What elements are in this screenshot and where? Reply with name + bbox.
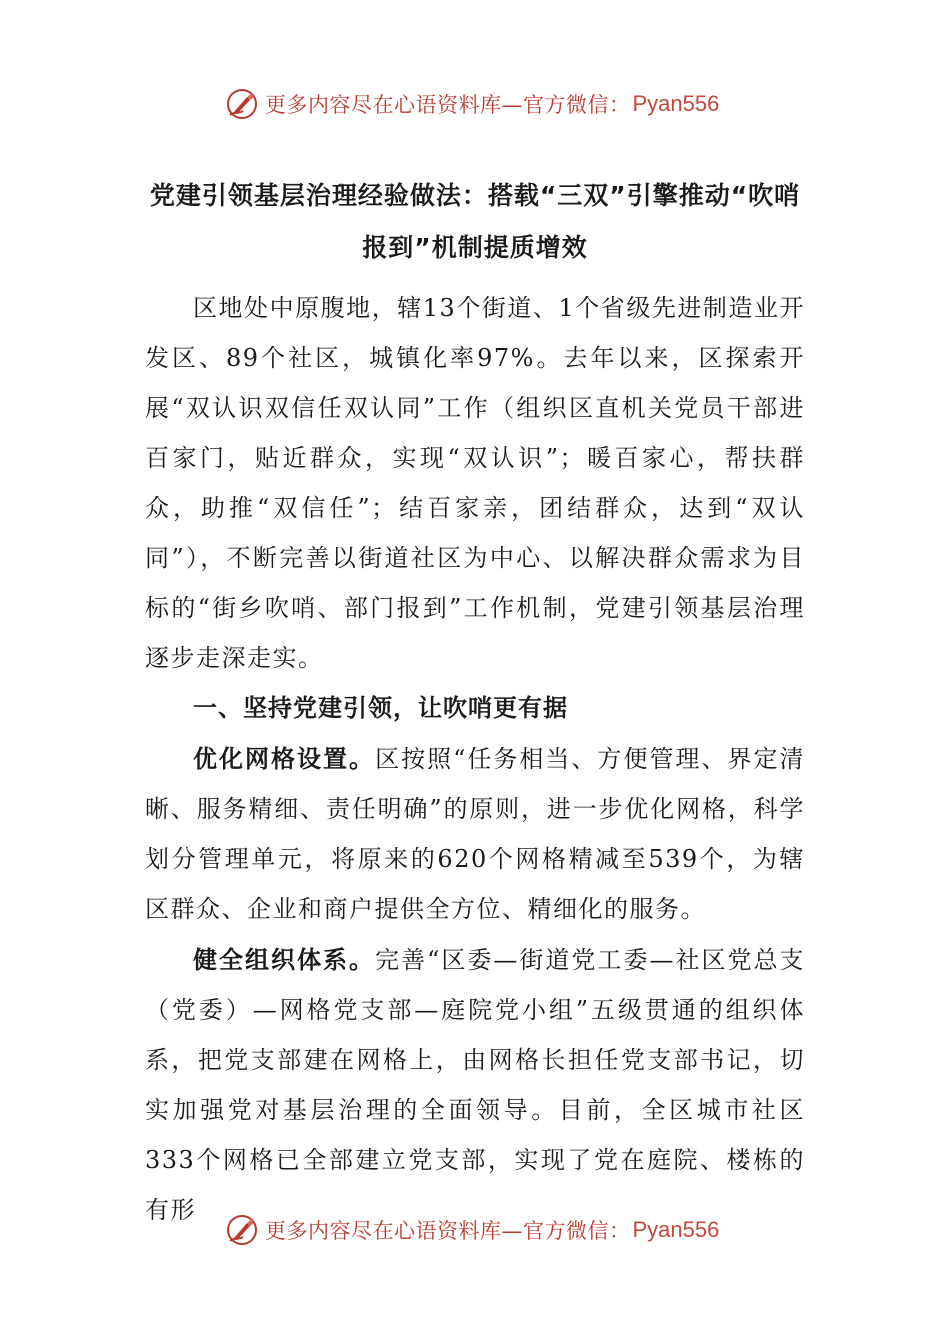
footer-watermark <box>225 1210 719 1250</box>
intro-paragraph: 区地处中原腹地，辖13个街道、1个省级先进制造业开发区、89个社区，城镇化率97%。去年以来，区探索开展“双认识双信任双认同”工作（组织区直机关党员干部进百家门，贴近群众，实现“双认识”；暖百家心，帮扶群众，助推“双信任”；结百家亲，团结群众，达到“双认同”），不断完善以街道社区为中心、以解决群众需求为目标的“街乡吹哨、部门报到”工作机制，党建引领基层治理逐步走深走实。 <box>145 294 805 672</box>
paragraph-body: 完善“区委—街道党工委—社区党总支（党委）—网格党支部—庭院党小组”五级贯通的组织体系，把党支部建在网格上，由网格长担任党支部书记，切实加强党对基层治理的全面领导。目前，全区城市社区333个网格已全部建立党支部，实现了党在庭院、楼栋的有形 <box>145 946 805 1224</box>
paragraph-optimize-grid <box>145 734 805 934</box>
pen-nib-icon <box>225 87 259 121</box>
watermark-wechat-handle: Pyan556 <box>632 1217 720 1242</box>
paragraph-lead: 健全组织体系。 <box>193 946 376 974</box>
paragraph-body: 区按照“任务相当、方便管理、界定清晰、服务精细、责任明确”的原则，进一步优化网格，科学划分管理单元，将原来的620个网格精减至539个，为辖区群众、企业和商户提供全方位、精细化的服务。 <box>145 745 805 923</box>
paragraph-lead: 优化网格设置。 <box>193 745 376 773</box>
pen-nib-icon <box>225 1213 259 1247</box>
watermark-text: 更多内容尽在心语资料库—官方微信： <box>265 93 631 117</box>
section-heading-1: 一、坚持党建引领，让吹哨更有据 <box>193 694 568 722</box>
paragraph-organization-system <box>145 935 805 1235</box>
watermark-text: 更多内容尽在心语资料库—官方微信： <box>265 1219 631 1243</box>
header-watermark <box>225 84 719 124</box>
watermark-wechat-handle: Pyan556 <box>632 91 720 116</box>
document-title: 党建引领基层治理经验做法：搭载“三双”引擎推动“吹哨报到”机制提质增效 <box>149 181 801 262</box>
